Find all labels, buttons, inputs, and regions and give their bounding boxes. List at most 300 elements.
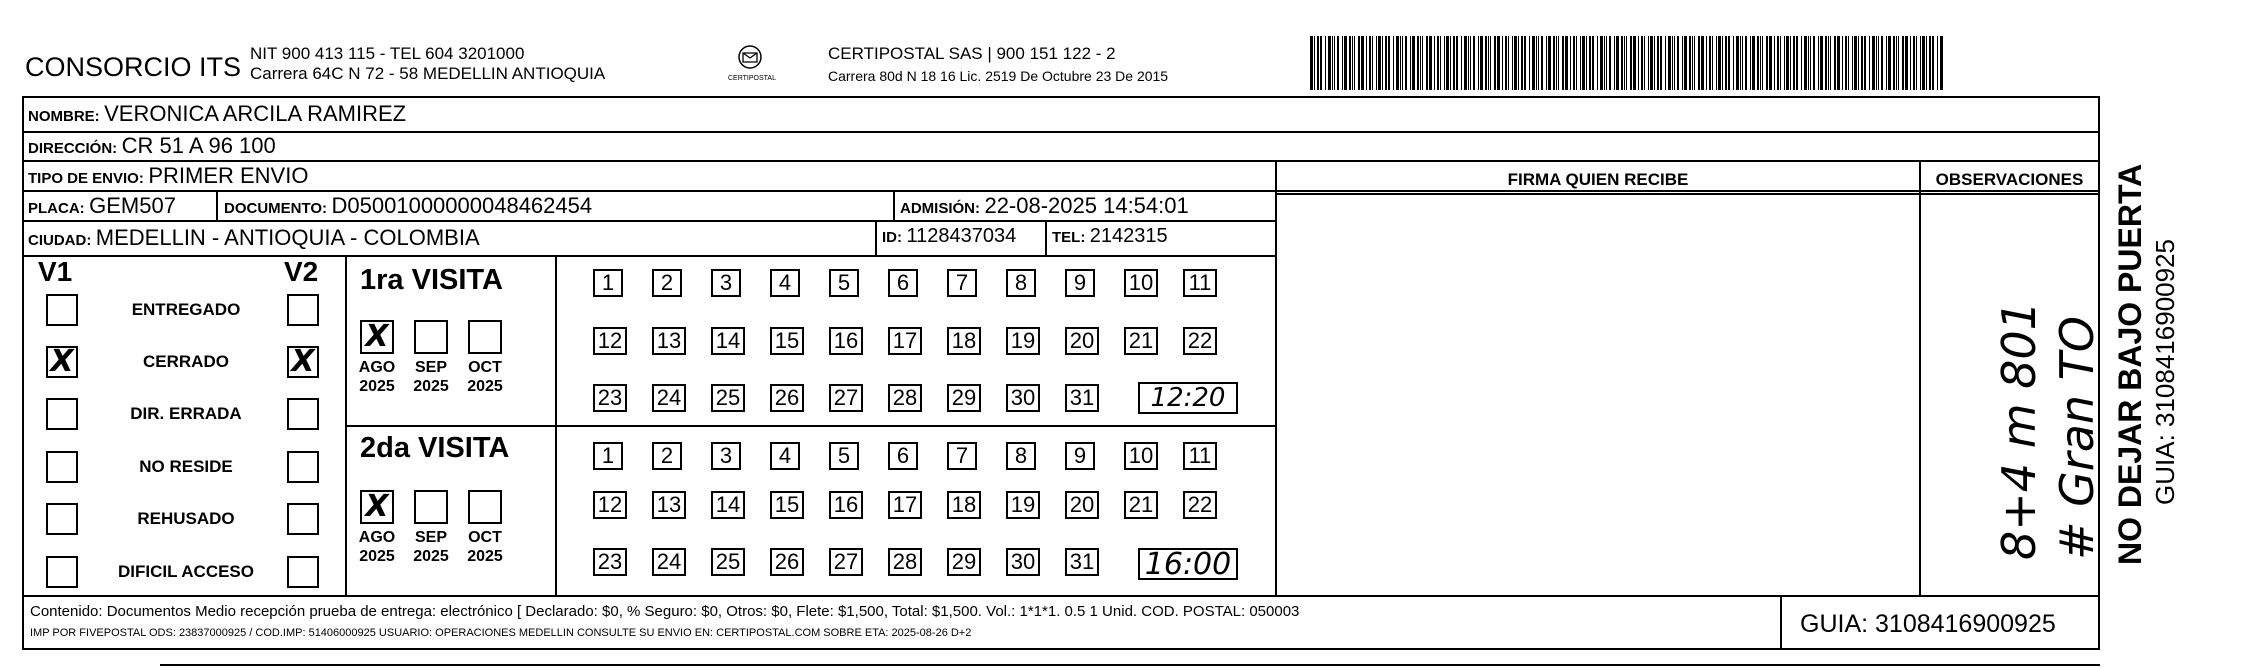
first-visit-month-label: [407, 358, 455, 396]
second-visit-day-box[interactable]: 25: [711, 548, 745, 576]
first-visit-day-box[interactable]: 5: [829, 269, 859, 297]
certipostal-logo: CERTIPOSTAL: [728, 44, 772, 82]
first-visit-day-box[interactable]: 6: [888, 269, 918, 297]
second-visit-label: 2da VISITA: [360, 432, 510, 464]
second-visit-day-box[interactable]: 10: [1124, 442, 1158, 470]
side-title: NO DEJAR BAJO PUERTA: [2112, 163, 2148, 565]
barcode-bar: [1546, 36, 1547, 90]
barcode-bar: [1548, 36, 1551, 90]
second-visit-day-box[interactable]: 23: [593, 548, 627, 576]
barcode-bar: [1881, 36, 1883, 90]
footer-imp: IMP POR FIVEPOSTAL ODS: 23837000925 / COD.IMP: 51406000925 USUARIO: OPERACIONES MEDELLIN CONSULTE SU ENVIO EN: CERTIPOSTAL.COM SOBRE ETA: 2025-08-26 D+2: [30, 627, 972, 639]
barcode-bar: [1660, 36, 1662, 90]
barcode-bar: [1886, 36, 1887, 90]
first-visit-month-checkbox[interactable]: [414, 320, 448, 354]
ciudad-cell: CIUDAD: MEDELLIN - ANTIOQUIA - COLOMBIA: [28, 225, 480, 250]
barcode-bar: [1728, 36, 1730, 90]
v1-checkbox[interactable]: [46, 294, 78, 326]
barcode-bar: [1722, 36, 1723, 90]
id-value: 1128437034: [906, 225, 1017, 247]
second-visit-day-box[interactable]: 1: [593, 442, 623, 470]
v2-checkbox[interactable]: [287, 556, 319, 588]
barcode-bar: [1402, 36, 1403, 90]
second-visit-day-box[interactable]: 24: [652, 548, 686, 576]
barcode-bar: [1420, 36, 1421, 90]
barcode-bar: [1626, 36, 1627, 90]
month-name: OCT: [468, 529, 502, 546]
barcode-bar: [1334, 36, 1335, 90]
admision-value: 22-08-2025 14:54:01: [984, 193, 1189, 218]
first-visit-day-box[interactable]: 19: [1006, 327, 1040, 355]
barcode-bar: [1858, 36, 1859, 90]
tel-value: 2142315: [1089, 225, 1168, 247]
tipo-envio-value: PRIMER ENVIO: [148, 163, 309, 188]
side-guia: GUIA: 3108416900925: [2150, 239, 2180, 505]
barcode-bar: [1698, 36, 1700, 90]
barcode-bar: [1621, 36, 1623, 90]
barcode-bar: [1845, 36, 1847, 90]
v2-checkbox[interactable]: [287, 294, 319, 326]
second-visit-day-box[interactable]: 29: [947, 548, 981, 576]
barcode-bar: [1337, 36, 1339, 90]
second-visit-time: 16:00: [1144, 547, 1232, 582]
barcode-bar: [1733, 36, 1734, 90]
v1-checkbox[interactable]: [46, 346, 78, 378]
placa-value: GEM507: [89, 193, 176, 218]
checkbox-mark: X: [50, 344, 74, 379]
month-year: 2025: [359, 378, 395, 395]
barcode-bar: [1750, 36, 1751, 90]
second-visit-day-box[interactable]: 18: [947, 491, 981, 519]
option-label: DIR. ERRADA: [130, 404, 242, 423]
second-visit-day-box[interactable]: 31: [1065, 548, 1099, 576]
nombre-row: NOMBRE: VERONICA ARCILA RAMIREZ: [28, 101, 407, 126]
barcode-bar: [1426, 36, 1428, 90]
barcode-bar: [1813, 36, 1815, 90]
barcode-bar: [1630, 36, 1632, 90]
second-visit-day-box[interactable]: 27: [829, 548, 863, 576]
first-visit-day-box[interactable]: 25: [711, 384, 745, 412]
barcode-bar: [1769, 36, 1772, 90]
barcode-bar: [1692, 36, 1693, 90]
barcode-bar: [1518, 36, 1519, 90]
second-visit-month-label: [407, 528, 455, 566]
barcode-bar: [1834, 36, 1836, 90]
observaciones-handwritten-1: 8+4 m 801: [1992, 301, 2046, 560]
option-label: CERRADO: [143, 352, 229, 371]
barcode-bar: [1689, 36, 1691, 90]
barcode-bar: [1633, 36, 1636, 90]
barcode-bar: [1382, 36, 1383, 90]
barcode-bar: [1712, 36, 1713, 90]
second-visit-day-box[interactable]: 15: [770, 491, 804, 519]
barcode-bar: [1553, 36, 1555, 90]
barcode-bar: [1558, 36, 1559, 90]
barcode-bar: [1774, 36, 1775, 90]
first-visit-day-box[interactable]: 21: [1124, 327, 1158, 355]
barcode-bar: [1490, 36, 1491, 90]
second-visit-day-box[interactable]: 9: [1065, 442, 1095, 470]
barcode-bar: [1709, 36, 1711, 90]
barcode-bar: [1786, 36, 1789, 90]
v1-checkbox[interactable]: [46, 398, 78, 430]
option-label: REHUSADO: [137, 509, 235, 528]
v1-label: V1: [38, 256, 73, 287]
barcode-bar: [1864, 36, 1866, 90]
barcode-bar: [1842, 36, 1843, 90]
barcode-bar: [1922, 36, 1925, 90]
second-visit-day-box[interactable]: 2: [652, 442, 682, 470]
barcode-bar: [1508, 36, 1509, 90]
barcode-bar: [1470, 36, 1471, 90]
barcode-bar: [1532, 36, 1535, 90]
barcode-bar: [1616, 36, 1619, 90]
barcode-bar: [1512, 36, 1513, 90]
barcode-bar: [1828, 36, 1829, 90]
barcode-bar: [1310, 36, 1313, 90]
barcode-bar: [1562, 36, 1564, 90]
barcode-bar: [1888, 36, 1891, 90]
second-visit-day-box[interactable]: 22: [1183, 491, 1217, 519]
barcode-bar: [1757, 36, 1759, 90]
barcode-bar: [1521, 36, 1523, 90]
barcode-bar: [1405, 36, 1407, 90]
first-visit-day-box[interactable]: 16: [829, 327, 863, 355]
company-name: CONSORCIO ITS: [25, 52, 242, 82]
checkbox-mark: X: [291, 344, 315, 379]
barcode-bar: [1740, 36, 1741, 90]
barcode-bar: [1524, 36, 1526, 90]
barcode-bar: [1497, 36, 1500, 90]
v2-checkbox[interactable]: [287, 451, 319, 483]
first-visit-day-box[interactable]: 10: [1124, 269, 1158, 297]
barcode-bar: [1745, 36, 1747, 90]
barcode-bar: [1429, 36, 1432, 90]
barcode-bar: [1600, 36, 1603, 90]
second-visit-day-box[interactable]: 3: [711, 442, 741, 470]
barcode-bar: [1488, 36, 1489, 90]
v2-checkbox[interactable]: [287, 398, 319, 430]
barcode-bar: [1502, 36, 1503, 90]
barcode-bar: [1320, 36, 1322, 90]
barcode-bar: [1576, 36, 1577, 90]
second-visit-day-box[interactable]: 20: [1065, 491, 1099, 519]
barcode-bar: [1468, 36, 1469, 90]
barcode-bar: [1328, 36, 1331, 90]
barcode-bar: [1317, 36, 1319, 90]
first-visit-day-box[interactable]: 9: [1065, 269, 1095, 297]
first-visit-day-box[interactable]: 24: [652, 384, 686, 412]
barcode-bar: [1796, 36, 1798, 90]
barcode-bar: [1393, 36, 1394, 90]
barcode-bar: [1485, 36, 1487, 90]
second-visit-day-box[interactable]: 19: [1006, 491, 1040, 519]
first-visit-day-box[interactable]: 11: [1183, 269, 1217, 297]
barcode-bar: [1910, 36, 1911, 90]
barcode-bar: [1801, 36, 1802, 90]
barcode-bar: [1694, 36, 1695, 90]
barcode-bar: [1932, 36, 1934, 90]
v1-checkbox[interactable]: [46, 503, 78, 535]
barcode-bar: [1437, 36, 1439, 90]
barcode-bar: [1896, 36, 1897, 90]
second-visit-day-box[interactable]: 14: [711, 491, 745, 519]
barcode-bar: [1450, 36, 1451, 90]
second-visit-time-box: [1138, 548, 1238, 580]
barcode-bar: [1830, 36, 1831, 90]
barcode-bar: [1541, 36, 1543, 90]
barcode-bar: [1417, 36, 1419, 90]
barcode-bar: [1654, 36, 1655, 90]
barcode: [1310, 36, 1945, 90]
barcode-bar: [1852, 36, 1853, 90]
barcode-bar: [1644, 36, 1645, 90]
barcode-bar: [1793, 36, 1795, 90]
barcode-bar: [1410, 36, 1411, 90]
tipo-envio-row: TIPO DE ENVIO: PRIMER ENVIO: [28, 163, 309, 188]
barcode-bar: [1529, 36, 1530, 90]
second-visit-day-box[interactable]: 8: [1006, 442, 1036, 470]
barcode-bar: [1480, 36, 1483, 90]
barcode-bar: [1682, 36, 1683, 90]
barcode-bar: [1461, 36, 1462, 90]
barcode-bar: [1905, 36, 1908, 90]
barcode-bar: [1638, 36, 1639, 90]
barcode-bar: [1366, 36, 1367, 90]
first-visit-day-box[interactable]: 13: [652, 327, 686, 355]
second-visit-day-box[interactable]: 30: [1006, 548, 1040, 576]
barcode-bar: [1762, 36, 1763, 90]
barcode-bar: [1701, 36, 1704, 90]
nombre-value: VERONICA ARCILA RAMIREZ: [104, 101, 407, 126]
observaciones-handwritten-2: # Gran TO: [2050, 316, 2104, 560]
documento-cell: DOCUMENTO: D05001000000048462454: [224, 193, 593, 218]
placa-cell: PLACA: GEM507: [28, 193, 176, 218]
barcode-bar: [1400, 36, 1401, 90]
month-name: AGO: [358, 359, 396, 376]
first-visit-day-box[interactable]: 18: [947, 327, 981, 355]
id-cell: ID: 1128437034: [882, 225, 1017, 247]
barcode-bar: [1837, 36, 1840, 90]
barcode-bar: [1818, 36, 1819, 90]
month-year: 2025: [413, 548, 449, 565]
barcode-bar: [1929, 36, 1931, 90]
barcode-bar: [1412, 36, 1415, 90]
barcode-bar: [1825, 36, 1827, 90]
first-visit-time: 12:20: [1150, 383, 1226, 413]
barcode-bar: [1777, 36, 1779, 90]
barcode-bar: [1314, 36, 1315, 90]
barcode-bar: [1668, 36, 1671, 90]
ciudad-value: MEDELLIN - ANTIOQUIA - COLOMBIA: [95, 225, 480, 250]
barcode-bar: [1718, 36, 1721, 90]
barcode-bar: [1742, 36, 1743, 90]
second-visit-day-box[interactable]: 6: [888, 442, 918, 470]
barcode-bar: [1556, 36, 1557, 90]
barcode-bar: [1937, 36, 1938, 90]
month-year: 2025: [467, 548, 503, 565]
barcode-bar: [1760, 36, 1761, 90]
barcode-bar: [1878, 36, 1879, 90]
direccion-row: DIRECCIÓN: CR 51 A 96 100: [28, 133, 276, 158]
second-visit-day-box[interactable]: 12: [593, 491, 627, 519]
v2-checkbox[interactable]: [287, 503, 319, 535]
barcode-bar: [1396, 36, 1399, 90]
barcode-bar: [1913, 36, 1915, 90]
barcode-bar: [1706, 36, 1707, 90]
option-label: NO RESIDE: [139, 457, 233, 476]
second-visit-day-box[interactable]: 13: [652, 491, 686, 519]
barcode-bar: [1940, 36, 1943, 90]
barcode-bar: [1349, 36, 1351, 90]
barcode-bar: [1665, 36, 1666, 90]
barcode-bar: [1565, 36, 1568, 90]
second-visit-day-box[interactable]: 4: [770, 442, 800, 470]
second-visit-month-checkbox[interactable]: [414, 490, 448, 524]
barcode-bar: [1604, 36, 1605, 90]
barcode-bar: [1592, 36, 1594, 90]
option-label: DIFICIL ACCESO: [117, 562, 254, 581]
first-visit-day-box[interactable]: 8: [1006, 269, 1036, 297]
v2-checkbox[interactable]: [287, 346, 319, 378]
month-mark: X: [365, 319, 389, 354]
first-visit-day-box[interactable]: 12: [593, 327, 627, 355]
barcode-bar: [1677, 36, 1679, 90]
barcode-bar: [1376, 36, 1377, 90]
month-name: SEP: [414, 359, 447, 376]
barcode-bar: [1869, 36, 1870, 90]
second-visit-month-checkbox[interactable]: [360, 490, 394, 524]
first-visit-month-checkbox[interactable]: [360, 320, 394, 354]
barcode-bar: [1580, 36, 1581, 90]
barcode-bar: [1606, 36, 1607, 90]
barcode-bar: [1342, 36, 1343, 90]
second-visit-day-box[interactable]: 7: [947, 442, 977, 470]
barcode-bar: [1641, 36, 1643, 90]
second-visit-day-box[interactable]: 16: [829, 491, 863, 519]
barcode-bar: [1444, 36, 1445, 90]
first-visit-day-box[interactable]: 29: [947, 384, 981, 412]
first-visit-day-box[interactable]: 28: [888, 384, 922, 412]
barcode-bar: [1344, 36, 1347, 90]
barcode-bar: [1902, 36, 1904, 90]
barcode-bar: [1478, 36, 1479, 90]
barcode-bar: [1716, 36, 1717, 90]
first-visit-day-box[interactable]: 15: [770, 327, 804, 355]
barcode-bar: [1648, 36, 1649, 90]
first-visit-day-box[interactable]: 27: [829, 384, 863, 412]
barcode-bar: [1505, 36, 1507, 90]
barcode-bar: [1780, 36, 1781, 90]
tel-cell: TEL: 2142315: [1052, 225, 1168, 247]
barcode-bar: [1657, 36, 1659, 90]
barcode-bar: [1804, 36, 1807, 90]
barcode-bar: [1570, 36, 1571, 90]
v1-checkbox[interactable]: [46, 556, 78, 588]
second-visit-day-box[interactable]: 28: [888, 548, 922, 576]
barcode-bar: [1538, 36, 1539, 90]
barcode-bar: [1464, 36, 1467, 90]
second-visit-day-box[interactable]: 26: [770, 548, 804, 576]
barcode-bar: [1446, 36, 1449, 90]
second-visit-day-box[interactable]: 5: [829, 442, 859, 470]
barcode-bar: [1586, 36, 1587, 90]
barcode-bar: [1926, 36, 1927, 90]
first-visit-label: 1ra VISITA: [360, 264, 503, 296]
first-visit-day-box[interactable]: 7: [947, 269, 977, 297]
barcode-bar: [1453, 36, 1455, 90]
barcode-bar: [1369, 36, 1371, 90]
barcode-bar: [1514, 36, 1517, 90]
second-visit-day-box[interactable]: 17: [888, 491, 922, 519]
barcode-bar: [1650, 36, 1653, 90]
first-visit-day-box[interactable]: 4: [770, 269, 800, 297]
month-year: 2025: [359, 548, 395, 565]
barcode-bar: [1573, 36, 1575, 90]
firma-label: FIRMA QUIEN RECIBE: [1507, 170, 1689, 189]
option-label: ENTREGADO: [131, 300, 241, 319]
v1-checkbox[interactable]: [46, 451, 78, 483]
barcode-bar: [1473, 36, 1475, 90]
first-visit-day-box[interactable]: 26: [770, 384, 804, 412]
first-visit-day-box[interactable]: 30: [1006, 384, 1040, 412]
barcode-bar: [1766, 36, 1768, 90]
first-visit-month-checkbox[interactable]: [468, 320, 502, 354]
first-visit-time-box: [1138, 382, 1238, 414]
barcode-bar: [1916, 36, 1917, 90]
barcode-bar: [1736, 36, 1739, 90]
barcode-bar: [1725, 36, 1727, 90]
first-visit-day-box[interactable]: 31: [1065, 384, 1099, 412]
month-year: 2025: [413, 378, 449, 395]
first-visit-day-box[interactable]: 22: [1183, 327, 1217, 355]
barcode-bar: [1893, 36, 1895, 90]
first-visit-day-box[interactable]: 17: [888, 327, 922, 355]
barcode-bar: [1434, 36, 1435, 90]
footer-contenido: Contenido: Documentos Medio recepción prueba de entrega: electrónico [ Declarado: $0, % Seguro: $0, Otros: $0, Flete: $1,500, Total: $1,500. Vol.: 1*1*1. 0.5 1 Unid. COD. POSTAL: 050003: [30, 603, 1300, 620]
first-visit-day-box[interactable]: 3: [711, 269, 741, 297]
barcode-bar: [1358, 36, 1360, 90]
barcode-bar: [1589, 36, 1591, 90]
second-visit-day-box[interactable]: 21: [1124, 491, 1158, 519]
second-visit-day-box[interactable]: 11: [1183, 442, 1217, 470]
certipostal-address: Carrera 80d N 18 16 Lic. 2519 De Octubre 23 De 2015: [828, 68, 1169, 84]
barcode-bar: [1494, 36, 1496, 90]
company-address: Carrera 64C N 72 - 58 MEDELLIN ANTIOQUIA: [250, 64, 606, 83]
barcode-bar: [1674, 36, 1675, 90]
first-visit-day-box[interactable]: 2: [652, 269, 682, 297]
barcode-bar: [1422, 36, 1423, 90]
first-visit-day-box[interactable]: 20: [1065, 327, 1099, 355]
second-visit-month-checkbox[interactable]: [468, 490, 502, 524]
month-year: 2025: [467, 378, 503, 395]
footer-guia: GUIA: 3108416900925: [1800, 610, 2056, 638]
first-visit-month-label: [353, 358, 401, 396]
barcode-bar: [1456, 36, 1458, 90]
first-visit-day-box[interactable]: 23: [593, 384, 627, 412]
barcode-bar: [1854, 36, 1857, 90]
barcode-bar: [1872, 36, 1875, 90]
month-mark: X: [365, 489, 389, 524]
first-visit-day-box[interactable]: 1: [593, 269, 623, 297]
first-visit-day-box[interactable]: 14: [711, 327, 745, 355]
barcode-bar: [1385, 36, 1387, 90]
barcode-bar: [1352, 36, 1353, 90]
barcode-bar: [1354, 36, 1355, 90]
admision-cell: ADMISIÓN: 22-08-2025 14:54:01: [900, 193, 1189, 218]
barcode-bar: [1361, 36, 1364, 90]
barcode-bar: [1790, 36, 1791, 90]
